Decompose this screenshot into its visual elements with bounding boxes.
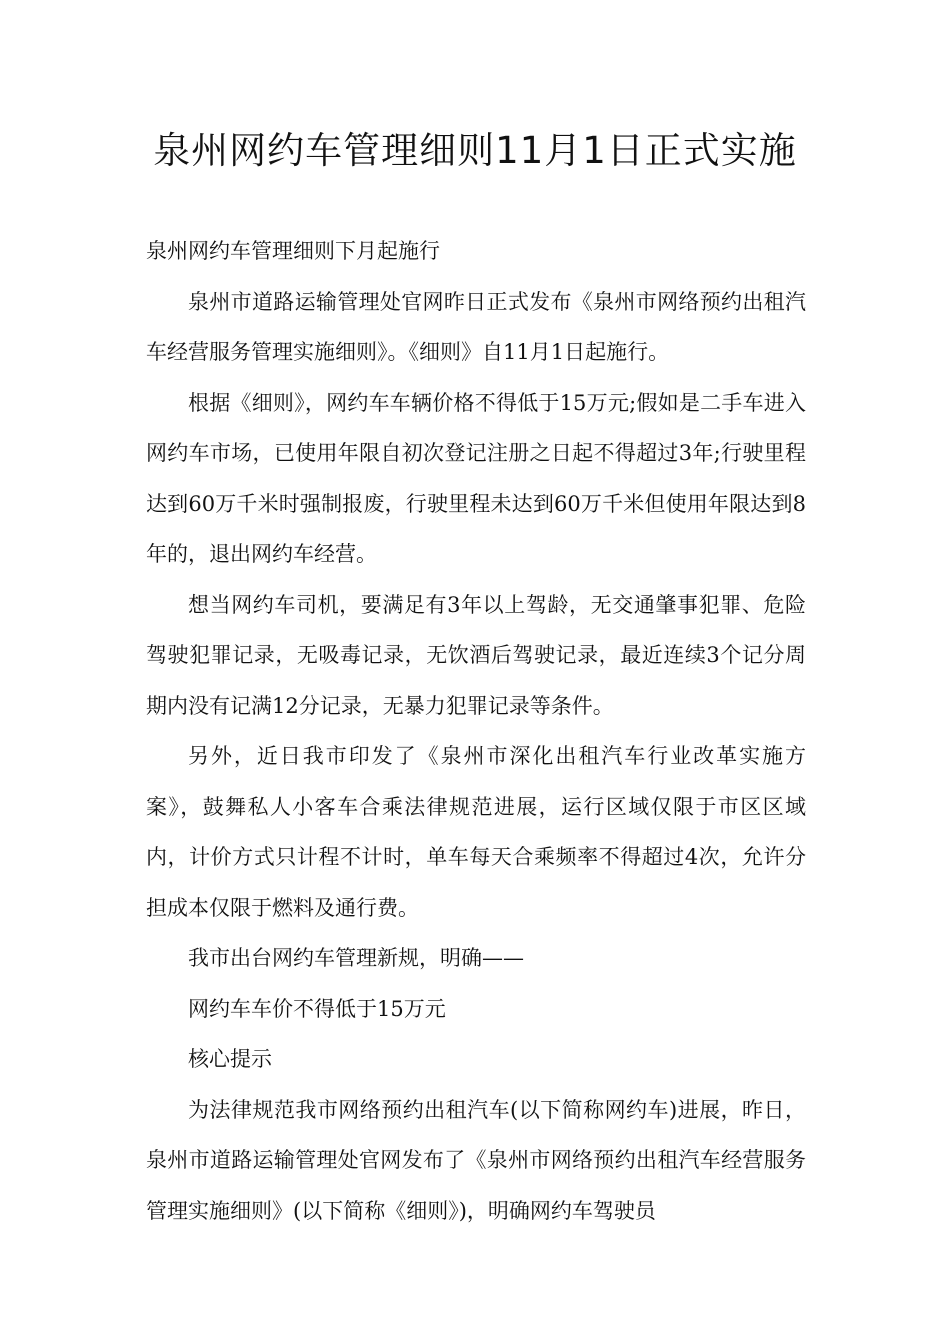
paragraph: 想当网约车司机，要满足有3年以上驾龄，无交通肇事犯罪、危险驾驶犯罪记录，无吸毒记录，无饮酒后驾驶记录，最近连续3个记分周期内没有记满12分记录，无暴力犯罪记录等条件。 bbox=[146, 592, 806, 718]
paragraph-headline: 网约车车价不得低于15万元 bbox=[188, 996, 446, 1021]
subtitle-line: 泉州网约车管理细则下月起施行 bbox=[146, 239, 440, 263]
paragraph: 另外，近日我市印发了《泉州市深化出租汽车行业改革实施方案》，鼓舞私人小客车合乘法律规范进展，运行区域仅限于市区区域内，计价方式只计程不计时，单车每天合乘频率不得超过4次，允许分担成本仅限于燃料及通行费。 bbox=[146, 744, 806, 920]
document-title: 泉州网约车管理细则11月1日正式实施 bbox=[153, 129, 797, 172]
section-label: 核心提示 bbox=[188, 1047, 272, 1071]
paragraph: 我市出台网约车管理新规，明确—— bbox=[188, 946, 524, 970]
paragraph: 根据《细则》，网约车车辆价格不得低于15万元;假如是二手车进入网约车市场，已使用年限自初次登记注册之日起不得超过3年;行驶里程达到60万千米时强制报废，行驶里程未达到60万千米但使用年限达到8年的，退出网约车经营。 bbox=[146, 390, 806, 566]
paragraph: 为法律规范我市网络预约出租汽车(以下简称网约车)进展，昨日，泉州市道路运输管理处官网发布了《泉州市网络预约出租汽车经营服务管理实施细则》(以下简称《细则》)，明确网约车驾驶员 bbox=[146, 1097, 806, 1223]
document-body bbox=[146, 226, 806, 1236]
paragraph: 泉州市道路运输管理处官网昨日正式发布《泉州市网络预约出租汽车经营服务管理实施细则》。《细则》自11月1日起施行。 bbox=[146, 289, 806, 364]
